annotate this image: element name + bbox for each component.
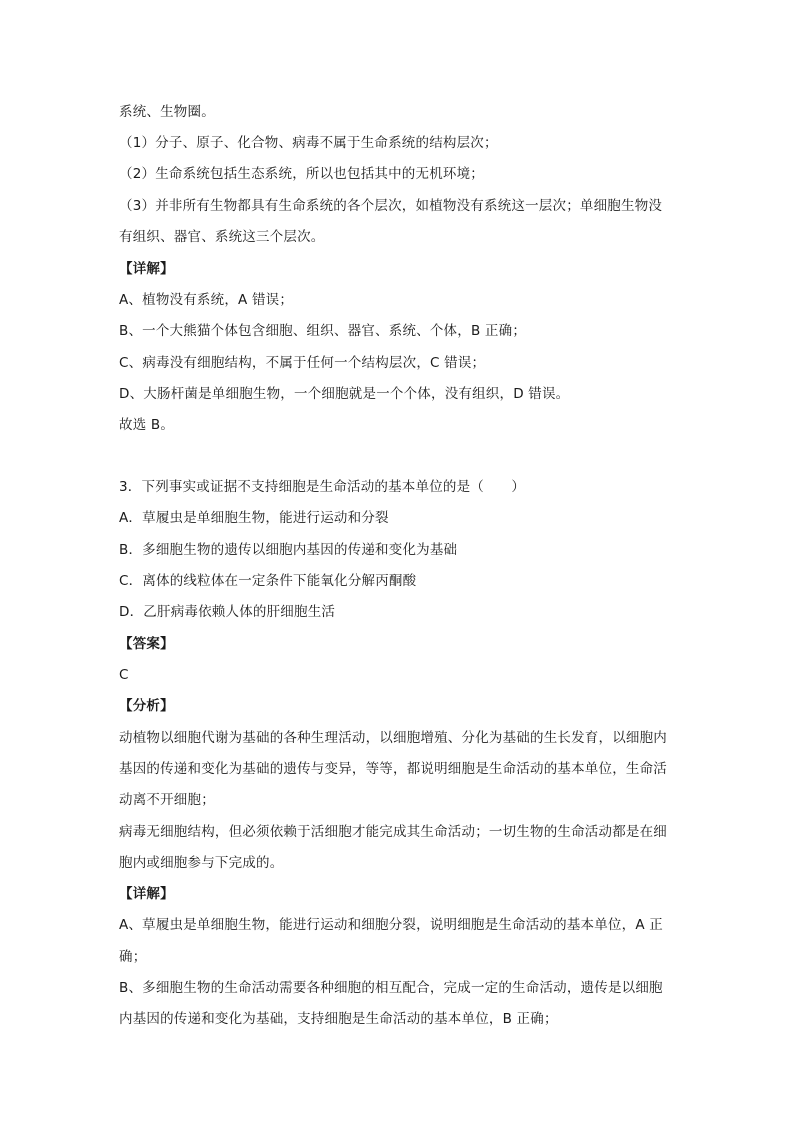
text-line: 内基因的传递和变化为基础，支持细胞是生命活动的基本单位，B 正确； [119,1011,558,1027]
text-line: （3）并非所有生物都具有生命系统的各个层次，如植物没有系统这一层次；单细胞生物没 [119,198,663,214]
section-heading: 【详解】 [119,261,174,277]
text-line: 故选 B。 [119,417,175,433]
text-line: 动植物以细胞代谢为基础的各种生理活动，以细胞增殖、分化为基础的生长发育，以细胞内 [119,730,667,746]
question-option: B．多细胞生物的遗传以细胞内基因的传递和变化为基础 [119,542,458,558]
answer-value: C [119,667,129,683]
text-line: （2）生命系统包括生态系统，所以也包括其中的无机环境； [119,166,484,182]
text-line: 动离不开细胞； [119,792,215,808]
text-line: A、植物没有系统，A 错误； [119,292,294,308]
text-line: （1）分子、原子、化合物、病毒不属于生命系统的结构层次； [119,135,498,151]
text-line: C、病毒没有细胞结构，不属于任何一个结构层次，C 错误； [119,355,486,371]
section-heading: 【答案】 [119,636,174,652]
text-line: 病毒无细胞结构，但必须依赖于活细胞才能完成其生命活动；一切生物的生命活动都是在细 [119,824,667,840]
question-option: D．乙肝病毒依赖人体的肝细胞生活 [119,604,336,620]
section-heading: 【分析】 [119,698,174,714]
text-line: B、一个大熊猫个体包含细胞、组织、器官、系统、个体，B 正确； [119,323,527,339]
text-line: A、草履虫是单细胞生物，能进行运动和细胞分裂，说明细胞是生命活动的基本单位，A 正 [119,917,663,933]
text-line: D、大肠杆菌是单细胞生物，一个细胞就是一个个体，没有组织，D 错误。 [119,386,570,402]
section-heading: 【详解】 [119,886,174,902]
question-stem: 3．下列事实或证据不支持细胞是生命活动的基本单位的是（ ） [119,479,526,495]
question-option: A．草履虫是单细胞生物，能进行运动和分裂 [119,510,389,526]
text-line: 基因的传递和变化为基础的遗传与变异，等等，都说明细胞是生命活动的基本单位，生命活 [119,761,667,777]
text-line: 胞内或细胞参与下完成的。 [119,855,284,871]
text-line: 确； [119,949,147,965]
question-option: C．离体的线粒体在一定条件下能氧化分解丙酮酸 [119,573,417,589]
text-line: 系统、生物圈。 [119,104,215,120]
text-line: 有组织、器官、系统这三个层次。 [119,229,325,245]
text-line: B、多细胞生物的生命活动需要各种细胞的相互配合，完成一定的生命活动，遗传是以细胞 [119,980,663,996]
